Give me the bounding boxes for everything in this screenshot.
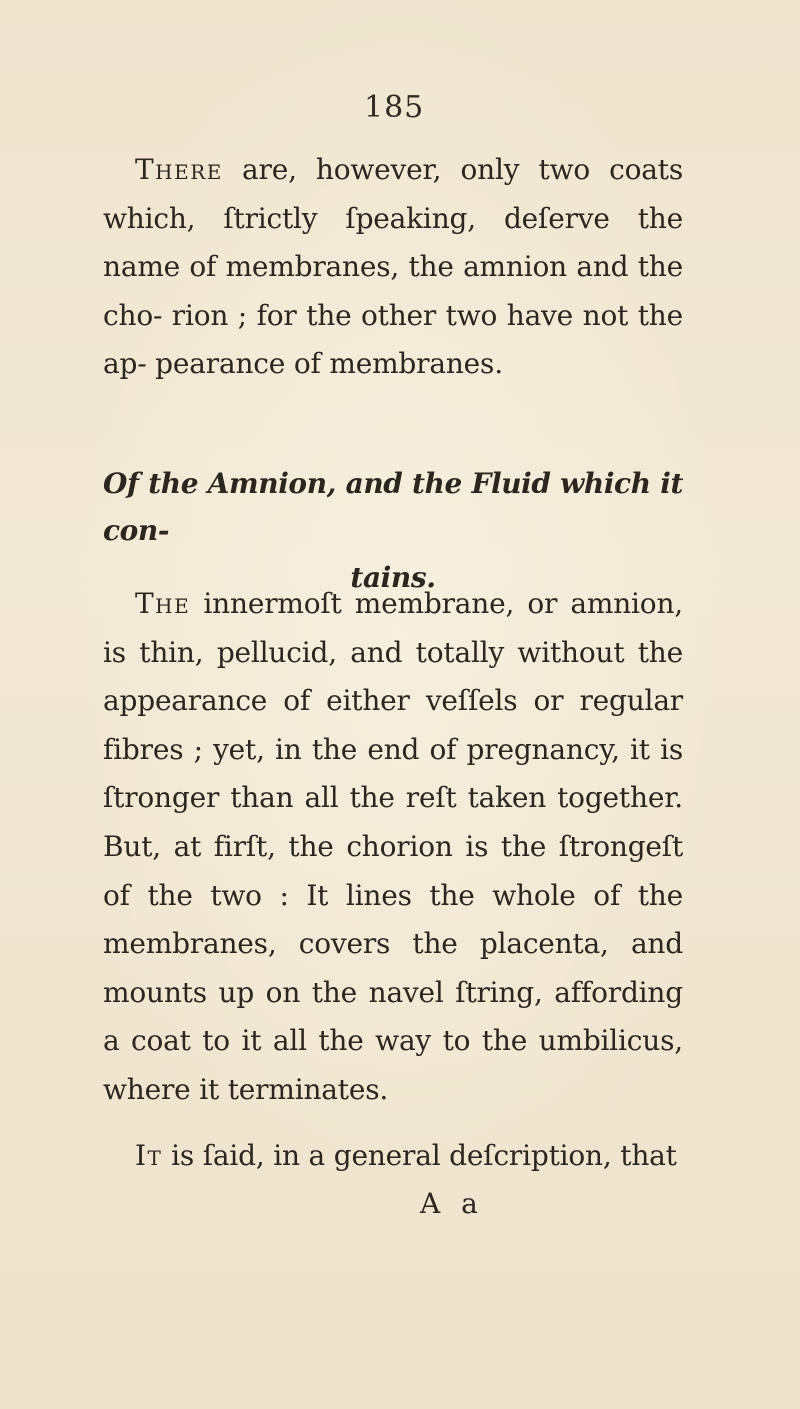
paragraph-description xyxy=(103,1132,683,1181)
paragraph-coats xyxy=(103,146,683,389)
paragraph-lead-word: The xyxy=(135,587,191,620)
paragraph-lead-word: There xyxy=(135,153,223,186)
paragraph-body: is ſaid, in a general deſcription, that xyxy=(162,1139,677,1172)
signature-mark: A a xyxy=(420,1187,484,1220)
section-heading-line2: tains. xyxy=(350,561,436,594)
paragraph-lead-word: It xyxy=(135,1139,163,1172)
paragraph-body: are, however, only two coats which, ſtrictly ſpeaking, deſerve the name of membranes, the amnion and the cho- rion ; for the other two have not the ap- pearance of membranes. xyxy=(103,153,683,381)
section-heading-line1: Of the Amnion, and the Fluid which it con- xyxy=(103,467,683,547)
page-number: 185 xyxy=(364,90,425,125)
paragraph-body: innermoſt membrane, or amnion, is thin, pellucid, and totally without the appearance of either veſſels or regular fibres ; yet, in the end of pregnancy, it is ſtronger than all the reſt taken together. But, at firſt, the chorion is the ſtrongeſt of the two : It lines the whole of the membranes, covers the placenta, and mounts up on the navel ſtring, affording a coat to it all the way to the umbilicus, where it terminates. xyxy=(103,587,683,1106)
paragraph-amnion xyxy=(103,580,683,1115)
